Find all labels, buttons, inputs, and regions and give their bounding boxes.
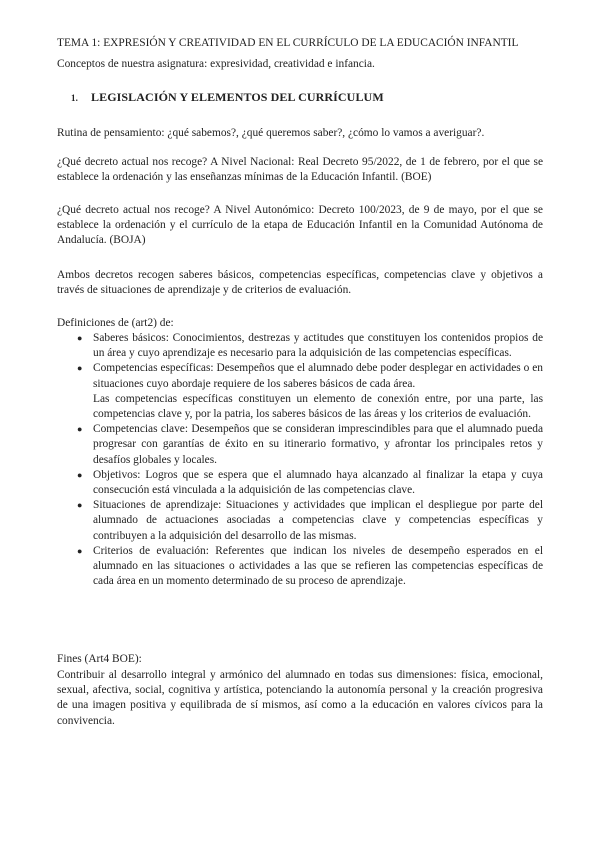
thinking-routine: Rutina de pensamiento: ¿qué sabemos?, ¿qué queremos saber?, ¿cómo lo vamos a averiguar?. [57, 127, 485, 139]
section-number: 1. [71, 93, 78, 103]
bullet-icon: ● [77, 545, 83, 556]
list-item: ● Competencias específicas: Desempeños que el alumnado debe poder desplegar en actividades o en situaciones cuyo abordaje requiere de los saberes básicos de cada área. Las competencias específicas constituyen un elemento de conexión entre, por una parte, las competencias clave y, por la patria, los saberes básicos de las áreas y los criterios de evaluación. [57, 361, 543, 422]
concepts-line: Conceptos de nuestra asignatura: expresividad, creatividad e infancia. [57, 58, 375, 70]
both-decrees: Ambos decretos recogen saberes básicos, competencias específicas, competencias clave y objetivos a través de situaciones de aprendizaje y de criterios de evaluación. [57, 269, 543, 297]
definitions-label: Definiciones de (art2) de: [57, 317, 174, 329]
list-item-extra: Las competencias específicas constituyen un elemento de conexión entre, por una parte, las competencias clave y, por la patria, los saberes básicos de las áreas y los criterios de evaluación. [93, 392, 543, 421]
fines-text: Contribuir al desarrollo integral y armónico del alumnado en todas sus dimensiones: física, emocional, sexual, afectiva, social, cognitiva y artística, potenciando la autonomía personal y la creación progresiva de una imagen positiva y equilibrada de sí mismos, así como a la educación en valores cívicos para la convivencia. [57, 669, 543, 727]
document-title: TEMA 1: EXPRESIÓN Y CREATIVIDAD EN EL CURRÍCULO DE LA EDUCACIÓN INFANTIL [57, 37, 519, 49]
section-heading [71, 90, 384, 106]
definitions-list [57, 331, 543, 589]
bullet-icon: ● [77, 363, 83, 374]
fines-label: Fines (Art4 BOE): [57, 653, 142, 665]
bullet-icon: ● [77, 469, 83, 480]
bullet-icon: ● [77, 424, 83, 435]
bullet-icon: ● [77, 500, 83, 511]
national-decree: ¿Qué decreto actual nos recoge? A Nivel Nacional: Real Decreto 95/2022, de 1 de febrero, por el que se establece la ordenación y las enseñanzas mínimas de la Educación Infantil. (BOE) [57, 156, 543, 184]
regional-decree: ¿Qué decreto actual nos recoge? A Nivel Autonómico: Decreto 100/2023, de 9 de mayo, por el que se establece la ordenación y el currículo de la etapa de Educación Infantil en la Comunidad Autónoma de Andalucía. (BOJA) [57, 204, 543, 247]
list-item: ● Objetivos: Logros que se espera que el alumnado haya alcanzado al finalizar la etapa y cuya consecución está vinculada a la adquisición de las competencias clave. [77, 468, 543, 497]
list-item: ● Situaciones de aprendizaje: Situaciones y actividades que implican el despliegue por parte del alumnado de actuaciones asociadas a competencias clave y competencias específicas y contribuyen a la adquisición del desarrollo de las mismas. [77, 499, 543, 542]
section-title: LEGISLACIÓN Y ELEMENTOS DEL CURRÍCULUM [91, 90, 384, 104]
list-item: ● Competencias clave: Desempeños que se consideran imprescindibles para que el alumnado pueda progresar con garantías de éxito en su itinerario formativo, y afrontar los principales retos y desafíos globales y locales. [77, 423, 543, 466]
list-item: ● Criterios de evaluación: Referentes que indican los niveles de desempeño esperados en el alumnado en las situaciones o actividades a las que se refieren las competencias específicas de cada área en un momento determinado de su proceso de aprendizaje. [77, 544, 543, 588]
list-item: ● Saberes básicos: Conocimientos, destrezas y actitudes que constituyen los contenidos propios de un área y cuyo aprendizaje es necesario para la adquisición de las competencias específicas. [77, 332, 543, 360]
bullet-icon: ● [77, 333, 83, 343]
